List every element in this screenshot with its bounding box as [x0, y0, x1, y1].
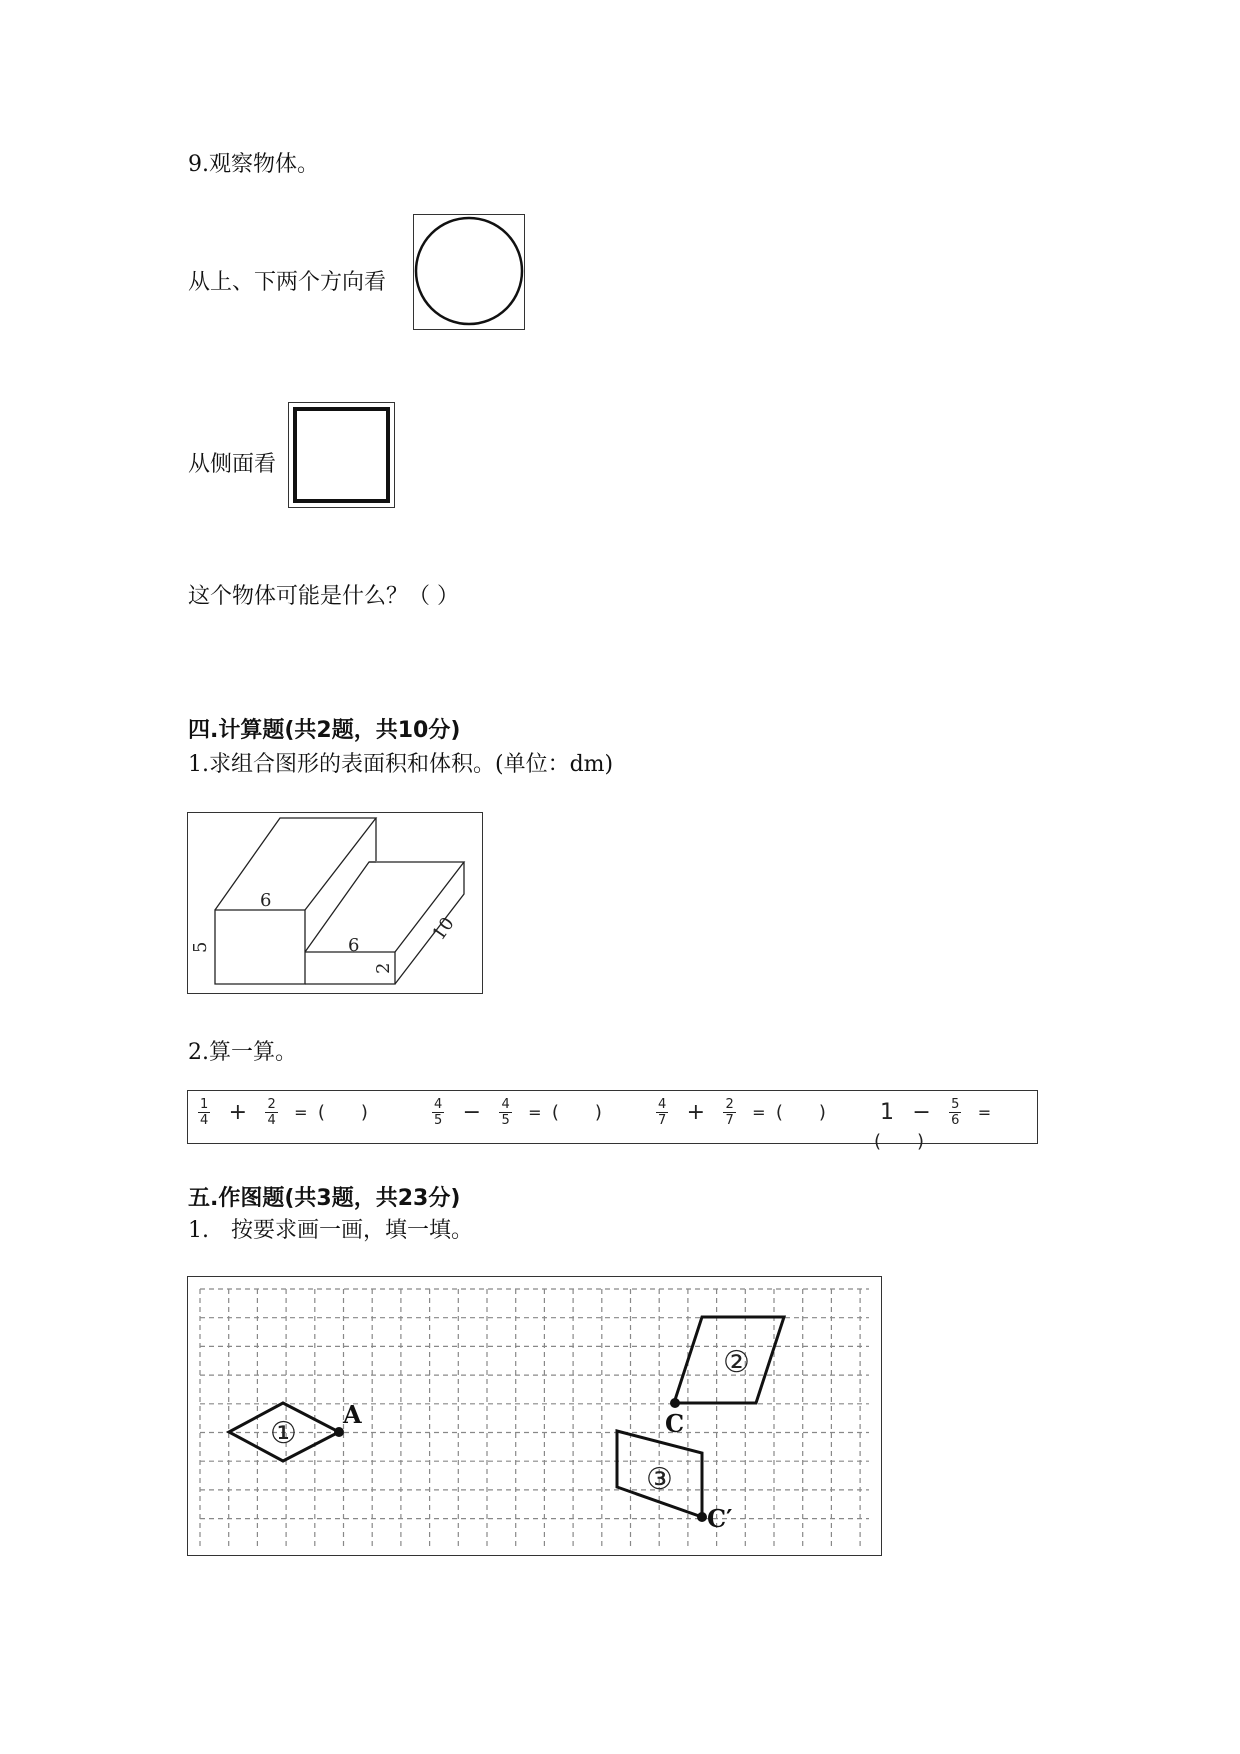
point-c-label: C	[665, 1409, 685, 1438]
label-low-height: 2	[373, 962, 394, 974]
label-tall-height: 5	[190, 941, 211, 953]
operator: −	[912, 1100, 931, 1125]
calc-item-3	[650, 1097, 826, 1128]
square-shape	[289, 403, 394, 507]
top-view-label: 从上、下两个方向看	[188, 270, 387, 295]
circle-shape	[414, 215, 524, 329]
composite-solid-figure	[187, 812, 483, 994]
operator: +	[686, 1100, 706, 1125]
q9-question: 这个物体可能是什么？（ ）	[188, 584, 459, 609]
point-c-prime-label: C′	[707, 1504, 733, 1533]
operator: −	[462, 1100, 482, 1125]
calc-item-4	[874, 1097, 1037, 1152]
equals-sign: =	[528, 1103, 542, 1122]
drawing-grid-figure	[187, 1276, 882, 1556]
answer-blank: ( )	[317, 1102, 368, 1123]
equals-sign: =	[977, 1103, 992, 1122]
section4-q1: 1.求组合图形的表面积和体积。(单位：dm)	[188, 752, 614, 777]
label-depth: 10	[428, 913, 459, 945]
side-view-label: 从侧面看	[188, 452, 277, 477]
equals-sign: =	[294, 1103, 308, 1122]
shape-2-label: ②	[723, 1345, 750, 1380]
answer-blank: ( )	[775, 1102, 826, 1123]
calc-item-1	[192, 1097, 368, 1128]
fraction: $\frac{5}{6}$	[951, 1097, 960, 1128]
point-c-prime-dot	[697, 1512, 707, 1522]
answer-blank: ( )	[551, 1102, 602, 1123]
fraction: $\frac{4}{7}$	[658, 1097, 667, 1128]
equals-sign: =	[752, 1103, 766, 1122]
fraction: $\frac{4}{5}$	[501, 1097, 510, 1128]
point-a-label: A	[343, 1400, 362, 1429]
section5-heading: 五.作图题(共3题，共23分)	[188, 1186, 461, 1211]
fraction-calc-strip	[187, 1090, 1038, 1152]
label-tall-width: 6	[260, 890, 272, 911]
section4-q2: 2.算一算。	[188, 1040, 297, 1065]
calc-item-2	[426, 1097, 602, 1128]
side-view-image	[288, 402, 395, 508]
shape-3-label: ③	[646, 1462, 673, 1497]
top-view-image	[413, 214, 525, 330]
shape-1-label: ①	[270, 1416, 297, 1451]
q9-title: 9.观察物体。	[188, 152, 319, 177]
fraction: $\frac{2}{7}$	[725, 1097, 734, 1128]
answer-blank: ( )	[874, 1131, 925, 1152]
whole-number: 1	[880, 1100, 894, 1125]
section4-heading: 四.计算题(共2题，共10分)	[188, 718, 461, 743]
point-c-dot	[670, 1398, 680, 1408]
fraction: $\frac{4}{5}$	[434, 1097, 443, 1128]
operator: +	[228, 1100, 248, 1125]
fraction: $\frac{1}{4}$	[200, 1097, 209, 1128]
fraction: $\frac{2}{4}$	[267, 1097, 276, 1128]
section5-q1: 1. 按要求画一画，填一填。	[188, 1218, 473, 1243]
label-low-width: 6	[348, 935, 360, 956]
